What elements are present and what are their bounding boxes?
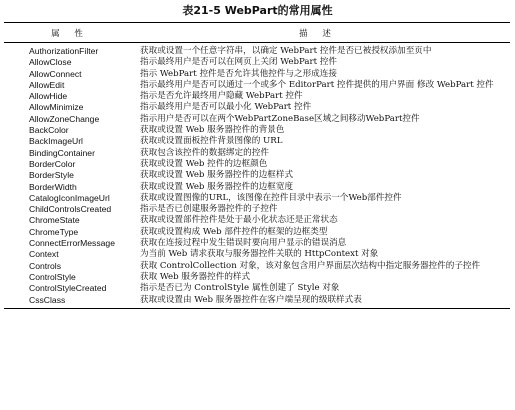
table-row <box>4 238 510 249</box>
property-description-cell: 获取或设置 Web 服务器控件的背景色 <box>140 125 285 136</box>
property-description-cell: 获取在连接过程中发生错误时要向用户显示的错误消息 <box>140 238 347 249</box>
table-header-row <box>4 23 510 43</box>
property-description-cell: 获取或设置图像的URL，该图像在控件目录中表示一个Web部件控件 <box>140 192 402 203</box>
table-row <box>4 182 510 193</box>
table-row <box>4 215 510 226</box>
property-description-cell: 获取或设置 Web 服务器控件的边框宽度 <box>140 181 294 192</box>
property-name-cell: ChromeState <box>29 215 80 226</box>
property-description-cell: 获取或设置 Web 服务器控件的边框样式 <box>140 170 294 181</box>
property-name-cell: AllowEdit <box>29 79 65 90</box>
column-header-description: 描 述 <box>299 28 337 39</box>
property-description-cell: 指示是否已创建服务器控件的子控件 <box>140 204 278 215</box>
property-name-cell: Context <box>29 249 59 260</box>
table-body <box>4 43 510 308</box>
table-row <box>4 46 510 57</box>
property-name-cell: BorderWidth <box>29 181 77 192</box>
property-description-cell: 为当前 Web 请求获取与服务器控件关联的 HttpContext 对象 <box>140 249 379 260</box>
property-description-cell: 指示用户是否可以在两个WebPartZoneBase区域之间移动WebPart控件 <box>140 113 420 124</box>
table-row <box>4 102 510 113</box>
property-name-cell: BorderColor <box>29 158 76 169</box>
property-description-cell: 获取或设置构成 Web 部件控件的框架的边框类型 <box>140 226 328 237</box>
property-description-cell: 获取 Web 服务器控件的样式 <box>140 271 251 282</box>
table-row <box>4 114 510 125</box>
property-name-cell: AllowZoneChange <box>29 113 100 124</box>
table-row <box>4 283 510 294</box>
property-name-cell: ChromeType <box>29 226 79 237</box>
property-name-cell: ControlStyle <box>29 271 76 282</box>
property-description-cell: 指示最终用户是否可以在网页上关闭 WebPart 控件 <box>140 57 337 68</box>
property-name-cell: AllowClose <box>29 57 72 68</box>
property-name-cell: BorderStyle <box>29 170 74 181</box>
property-name-cell: AllowHide <box>29 91 68 102</box>
property-description-cell: 获取或设置 Web 控件的边框颜色 <box>140 158 268 169</box>
table-row <box>4 148 510 159</box>
property-description-cell: 获取 ControlCollection 对象，该对象包含用户界面层次结构中指定服务器控件的子控件 <box>140 260 481 271</box>
property-description-cell: 指示最终用户是否可以最小化 WebPart 控件 <box>140 102 312 113</box>
table-row <box>4 227 510 238</box>
property-description-cell: 获取或设置一个任意字符串，以确定 WebPart 控件是否已被授权添加至页中 <box>140 46 432 56</box>
table-row <box>4 125 510 136</box>
table-row <box>4 57 510 68</box>
property-name-cell: ChildControlsCreated <box>29 204 112 215</box>
table-row <box>4 136 510 147</box>
property-name-cell: BindingContainer <box>29 147 95 158</box>
table-row <box>4 91 510 102</box>
property-description-cell: 指示 WebPart 控件是否允许其他控件与之形成连接 <box>140 68 337 79</box>
property-name-cell: BackImageUrl <box>29 136 83 147</box>
column-header-property: 属 性 <box>51 28 89 39</box>
property-name-cell: ConnectErrorMessage <box>29 238 115 249</box>
table-caption: 表21-5 WebPart的常用属性 <box>182 4 333 17</box>
property-name-cell: AllowMinimize <box>29 102 84 113</box>
table-row <box>4 261 510 272</box>
table-row <box>4 204 510 215</box>
property-description-cell: 指示是否已为 ControlStyle 属性创建了 Style 对象 <box>140 283 340 294</box>
property-description-cell: 获取包含该控件的数据绑定的控件 <box>140 147 269 158</box>
table-row <box>4 80 510 91</box>
property-name-cell: BackColor <box>29 125 69 136</box>
table-row <box>4 193 510 204</box>
property-name-cell: CatalogIconImageUrl <box>29 192 110 203</box>
property-name-cell: ControlStyleCreated <box>29 283 107 294</box>
property-name-cell: AuthorizationFilter <box>29 46 99 56</box>
property-name-cell: CssClass <box>29 294 66 305</box>
property-name-cell: Controls <box>29 260 61 271</box>
property-name-cell: AllowConnect <box>29 68 82 79</box>
table-row <box>4 249 510 260</box>
property-description-cell: 获取或设置面板控件背景图像的 URL <box>140 136 283 147</box>
property-description-cell: 获取或设置部件控件是处于最小化状态还是正常状态 <box>140 215 338 226</box>
table-row <box>4 69 510 80</box>
table-row <box>4 170 510 181</box>
table-row <box>4 159 510 170</box>
property-description-cell: 获取或设置由 Web 服务器控件在客户端呈现的级联样式表 <box>140 294 362 305</box>
properties-table <box>4 22 510 309</box>
property-description-cell: 指示是否允许最终用户隐藏 WebPart 控件 <box>140 91 303 102</box>
table-row <box>4 272 510 283</box>
property-description-cell: 指示最终用户是否可以通过一个或多个 EditorPart 控件提供的用户界面 修改 WebPart 控件 <box>140 79 494 90</box>
table-row <box>4 295 510 306</box>
